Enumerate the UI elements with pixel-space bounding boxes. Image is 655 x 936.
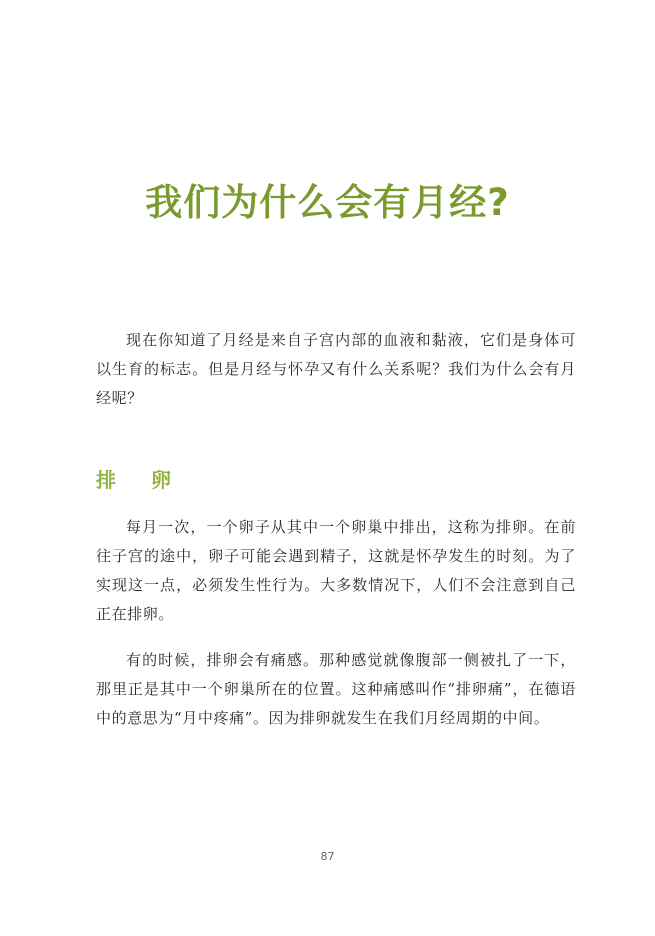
ovulation-section: [96, 466, 576, 733]
intro-section: [96, 326, 576, 413]
body-paragraph: 每月一次，一个卵子从其中一个卵巢中排出，这称为排卵。在前往子宫的途中，卵子可能会遇到精子，这就是怀孕发生的时刻。为了实现这一点，必须发生性行为。大多数情况下，人们不会注意到自己正在排卵。: [96, 518, 576, 623]
section-heading: 排 卵: [96, 468, 185, 492]
intro-paragraph: 现在你知道了月经是来自子宫内部的血液和黏液，它们是身体可以生育的标志。但是月经与怀孕又有什么关系呢？我们为什么会有月经呢？: [96, 331, 576, 407]
chapter-title: 我们为什么会有月经?: [145, 181, 510, 224]
page-number: 87: [320, 850, 335, 863]
body-paragraph: 有的时候，排卵会有痛感。那种感觉就像腹部一侧被扎了一下，那里正是其中一个卵巢所在的位置。这种痛感叫作“排卵痛”，在德语中的意思为“月中疼痛”。因为排卵就发生在我们月经周期的中间。: [96, 651, 576, 727]
